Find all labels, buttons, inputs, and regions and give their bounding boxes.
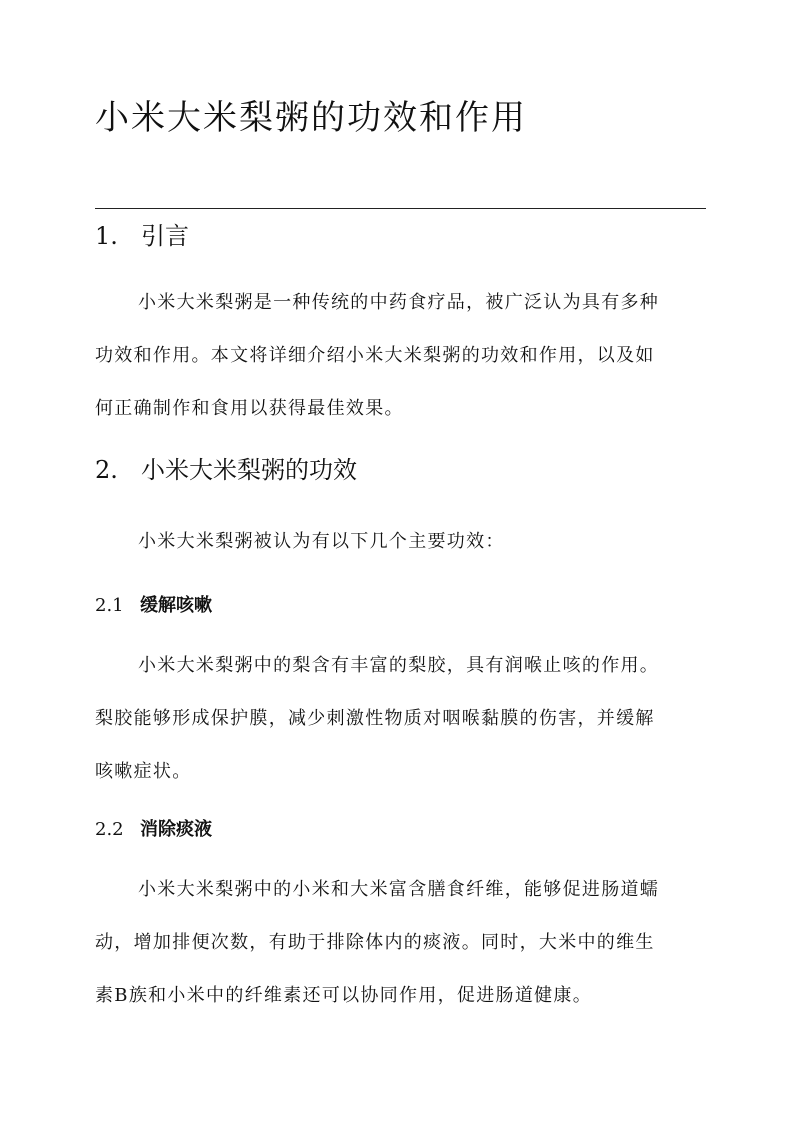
paragraph-line: 何正确制作和食用以获得最佳效果。 xyxy=(95,398,404,419)
section-title: 小米大米梨粥的功效 xyxy=(141,456,357,484)
subsection-number: 2.1 xyxy=(95,595,124,616)
document-title: 小米大米梨粥的功效和作用 xyxy=(95,98,527,138)
phlegm-removal-paragraph xyxy=(95,877,707,1036)
section-heading-benefits xyxy=(95,454,357,486)
introduction-paragraph xyxy=(95,290,707,449)
paragraph-line: 小米大米梨粥中的梨含有丰富的梨胶，具有润喉止咳的作用。 xyxy=(138,655,660,676)
subsection-number: 2.2 xyxy=(95,819,124,840)
section-heading-introduction xyxy=(95,220,189,252)
benefits-intro-paragraph xyxy=(95,529,707,582)
paragraph-line: 小米大米梨粥中的小米和大米富含膳食纤维，能够促进肠道蠕 xyxy=(138,879,660,900)
subsection-title: 消除痰液 xyxy=(140,819,212,840)
cough-relief-paragraph xyxy=(95,653,707,812)
title-divider xyxy=(95,208,706,209)
section-number: 1. xyxy=(95,222,118,250)
section-number: 2. xyxy=(95,456,118,484)
subsection-heading-cough-relief xyxy=(95,593,212,619)
paragraph-line: 小米大米梨粥是一种传统的中药食疗品，被广泛认为具有多种 xyxy=(138,292,660,313)
section-title: 引言 xyxy=(141,222,189,250)
paragraph-line: 小米大米梨粥被认为有以下几个主要功效： xyxy=(138,531,505,552)
paragraph-line: 素B族和小米中的纤维素还可以协同作用，促进肠道健康。 xyxy=(95,985,593,1006)
paragraph-line: 动，增加排便次数，有助于排除体内的痰液。同时，大米中的维生 xyxy=(95,932,655,953)
paragraph-line: 功效和作用。本文将详细介绍小米大米梨粥的功效和作用，以及如 xyxy=(95,345,655,366)
paragraph-line: 梨胶能够形成保护膜，减少刺激性物质对咽喉黏膜的伤害，并缓解 xyxy=(95,708,655,729)
subsection-title: 缓解咳嗽 xyxy=(140,595,212,616)
paragraph-line: 咳嗽症状。 xyxy=(95,761,192,782)
subsection-heading-phlegm-removal xyxy=(95,817,212,843)
